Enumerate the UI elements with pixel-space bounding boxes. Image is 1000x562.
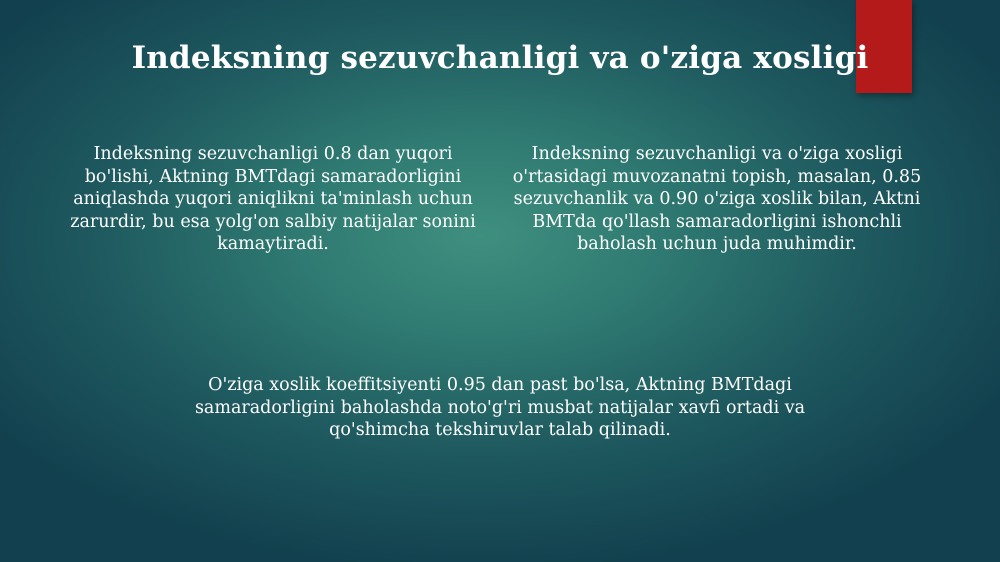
slide-title: Indeksning sezuvchanligi va o'ziga xosligi bbox=[131, 40, 869, 76]
paragraph-left: Indeksning sezuvchanligi 0.8 dan yuqori bo'lishi, Aktning BMTdagi samaradorligini aniqlashda yuqori aniqlikni ta'minlash uchun zarurdir, bu esa yolg'on salbiy natijalar sonini kamaytiradi. bbox=[70, 144, 476, 254]
paragraph-right: Indeksning sezuvchanligi va o'ziga xosligi o'rtasidagi muvozanatni topish, masalan, 0.85 sezuvchanlik va 0.90 o'ziga xoslik bilan, Aktni BMTda qo'llash samaradorligini ishonchli baholash uchun juda muhimdir. bbox=[512, 144, 922, 254]
paragraph-bottom: O'ziga xoslik koeffitsiyenti 0.95 dan past bo'lsa, Aktning BMTdagi samaradorligini baholashda noto'g'ri musbat natijalar xavfi ortadi va qo'shimcha tekshiruvlar talab qilinadi. bbox=[194, 375, 806, 440]
